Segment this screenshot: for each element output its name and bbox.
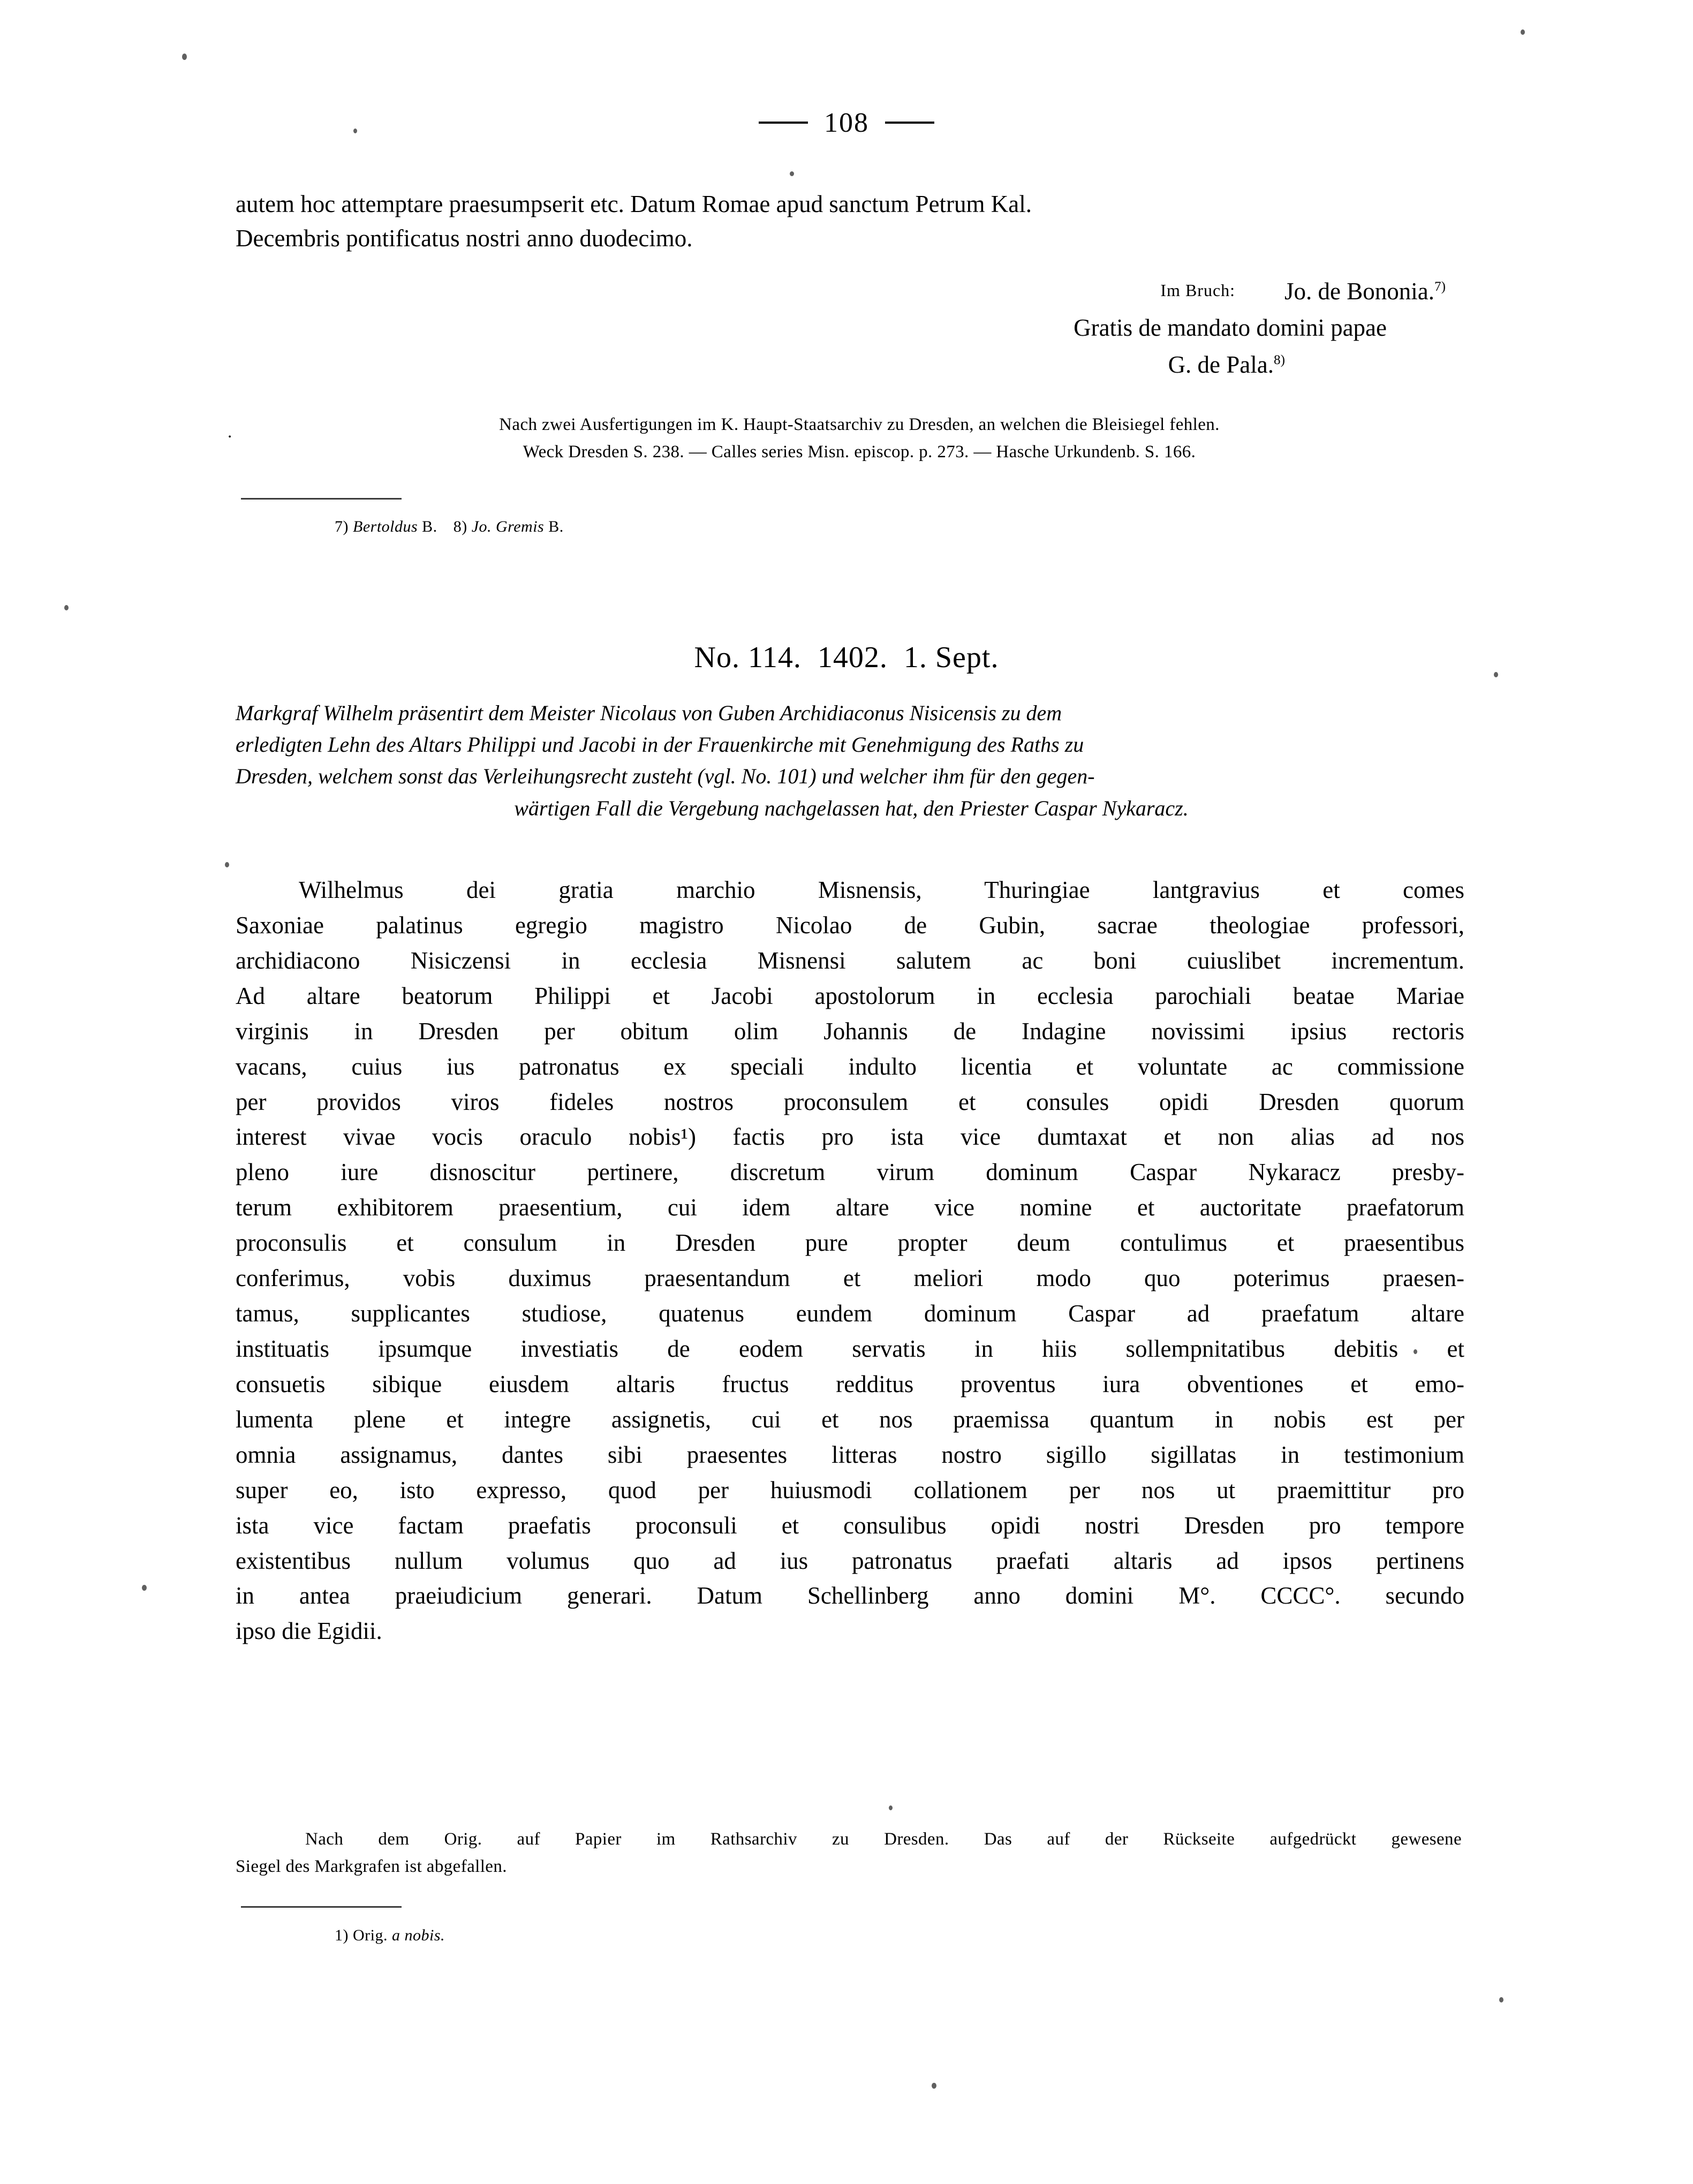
footnote-group-top <box>335 518 564 536</box>
carryover-charter-text <box>236 187 1462 256</box>
body-line: instituatis ipsumque investiatis de eodem servatis in hiis sollempnitatibus debitis et <box>236 1335 1464 1362</box>
body-line: virginis in Dresden per obitum olim Johannis de Indagine novissimi ipsius rectoris <box>236 1017 1464 1045</box>
im-bruch-label: Im Bruch: <box>1160 281 1236 300</box>
folio-rule-right <box>885 122 934 124</box>
carryover-line-1: autem hoc attemptare praesumpserit etc. Datum Romae apud sanctum Petrum Kal. <box>236 191 1032 217</box>
footnote-7-text: Bertoldus <box>353 518 418 535</box>
body-line: ista vice factam praefatis proconsuli et consulibus opidi nostri Dresden pro tempore <box>236 1512 1464 1539</box>
signature-line-1 <box>236 273 1462 309</box>
page-number: 108 <box>824 108 869 138</box>
regest-line-1: Markgraf Wilhelm präsentirt dem Meister Nicolaus von Guben Archidiaconus Nisicensis zu dem <box>236 701 1062 725</box>
footnote-8-suffix: B. <box>548 518 564 535</box>
charter-date: 1. Sept. <box>903 641 999 674</box>
body-line: Ad altare beatorum Philippi et Jacobi apostolorum in ecclesia parochiali beatae Mariae <box>236 982 1464 1009</box>
body-line: proconsulis et consulum in Dresden pure propter deum contulimus et praesentibus <box>236 1229 1464 1257</box>
footnote-1-prefix: Orig. <box>353 1926 388 1944</box>
body-line: terum exhibitorem praesentium, cui idem altare vice nomine et auctoritate praefatorum <box>236 1194 1464 1221</box>
carryover-source-line-1: Nach zwei Ausfertigungen im K. Haupt-Staatsarchiv zu Dresden, an welchen die Bleisiegel fehlen. <box>499 415 1220 434</box>
scan-speck <box>790 171 794 176</box>
regest-line-3: Dresden, welchem sonst das Verleihungsrecht zusteht (vgl. No. 101) und welcher ihm für den gegen- <box>236 764 1095 789</box>
scan-speck <box>64 605 69 610</box>
folio-rule-left <box>759 122 808 124</box>
carryover-line-2: Decembris pontificatus nostri anno duodecimo. <box>236 224 693 252</box>
scan-speck <box>225 862 229 867</box>
footnote-1-text: a nobis. <box>392 1926 445 1944</box>
footnote-marker-8: 8) <box>1274 352 1285 367</box>
body-line: pleno iure disnoscitur pertinere, discretum virum dominum Caspar Nykaracz presby- <box>236 1159 1464 1186</box>
charter-number: No. 114. <box>694 641 802 674</box>
footnote-group-bottom <box>335 1926 445 1945</box>
signature-name-bononia: Jo. de Bononia. <box>1284 278 1435 305</box>
signature-line-3 <box>236 346 1462 383</box>
body-line: in antea praeiudicium generari. Datum Schellinberg anno domini M°. CCCC°. secundo <box>236 1582 1464 1609</box>
scan-speck <box>1499 1997 1503 2002</box>
scan-speck <box>182 54 187 60</box>
signature-line-2: Gratis de mandato domini papae <box>1074 314 1387 342</box>
charter-source-line-1: Nach dem Orig. auf Papier im Rathsarchiv zu Dresden. Das auf der Rückseite aufgedrückt gewesene <box>305 1830 1462 1849</box>
charter-year: 1402. <box>817 641 888 674</box>
charter-source-note <box>236 1826 1462 1880</box>
body-line: interest vivae vocis oraculo nobis¹) factis pro ista vice dumtaxat et non alias ad nos <box>236 1123 1464 1151</box>
body-line: Saxoniae palatinus egregio magistro Nicolao de Gubin, sacrae theologiae professori, <box>236 911 1464 939</box>
carryover-source-note <box>228 411 1451 466</box>
footnote-8-text: Jo. Gremis <box>471 518 545 535</box>
footnote-marker-7: 7) <box>1434 279 1446 294</box>
charter-signature-block <box>236 273 1462 383</box>
body-line: ipso die Egidii. <box>236 1618 382 1645</box>
scan-speck <box>889 1805 893 1810</box>
scan-speck <box>142 1585 147 1591</box>
body-line: omnia assignamus, dantes sibi praesentes litteras nostro sigillo sigillatas in testimonium <box>236 1441 1464 1468</box>
carryover-source-line-2: Weck Dresden S. 238. — Calles series Misn. episcop. p. 273. — Hasche Urkundenb. S. 166. <box>523 442 1196 462</box>
body-line: lumenta plene et integre assignetis, cui et nos praemissa quantum in nobis est per <box>236 1405 1464 1433</box>
body-line: conferimus, vobis duximus praesentandum et meliori modo quo poterimus praesen- <box>236 1265 1464 1292</box>
page-number-header <box>0 107 1693 139</box>
signature-name-pala: G. de Pala. <box>1168 351 1274 378</box>
footnote-8-marker: 8) <box>453 518 467 535</box>
charter-body-latin <box>236 873 1464 1649</box>
body-line: archidiacono Nisiczensi in ecclesia Misnensi salutem ac boni cuiuslibet incrementum. <box>236 947 1464 974</box>
body-line <box>236 873 1464 908</box>
body-line: per providos viros fideles nostros proconsulem et consules opidi Dresden quorum <box>236 1088 1464 1115</box>
footnote-1-marker: 1) <box>335 1926 349 1944</box>
footnote-separator-rule-bottom <box>241 1906 402 1908</box>
body-line: existentibus nullum volumus quo ad ius patronatus praefati altaris ad ipsos pertinens <box>236 1547 1464 1574</box>
charter-heading <box>0 640 1693 675</box>
regest-line-4: wärtigen Fall die Vergebung nachgelassen hat, den Priester Caspar Nykaracz. <box>514 796 1189 820</box>
footnote-separator-rule-top <box>241 498 402 500</box>
charter-source-line-2: Siegel des Markgrafen ist abgefallen. <box>236 1857 507 1877</box>
scan-speck <box>1521 29 1525 35</box>
body-line-text: Wilhelmus dei gratia marchio Misnensis, Thuringiae lantgravius et comes <box>299 876 1464 903</box>
body-line: super eo, isto expresso, quod per huiusmodi collationem per nos ut praemittitur pro <box>236 1476 1464 1503</box>
source-note-leader-dot: . <box>228 422 232 442</box>
body-line: consuetis sibique eiusdem altaris fructus redditus proventus iura obventiones et emo- <box>236 1370 1464 1397</box>
body-line: vacans, cuius ius patronatus ex speciali indulto licentia et voluntate ac commissione <box>236 1053 1464 1080</box>
charter-regest <box>236 697 1467 824</box>
regest-line-2: erledigten Lehn des Altars Philippi und Jacobi in der Frauenkirche mit Genehmigung des Raths zu <box>236 732 1084 757</box>
footnote-7-suffix: B. <box>422 518 437 535</box>
footnote-7-marker: 7) <box>335 518 349 535</box>
scan-speck <box>932 2083 936 2089</box>
body-line: tamus, supplicantes studiose, quatenus eundem dominum Caspar ad praefatum altare <box>236 1300 1464 1327</box>
